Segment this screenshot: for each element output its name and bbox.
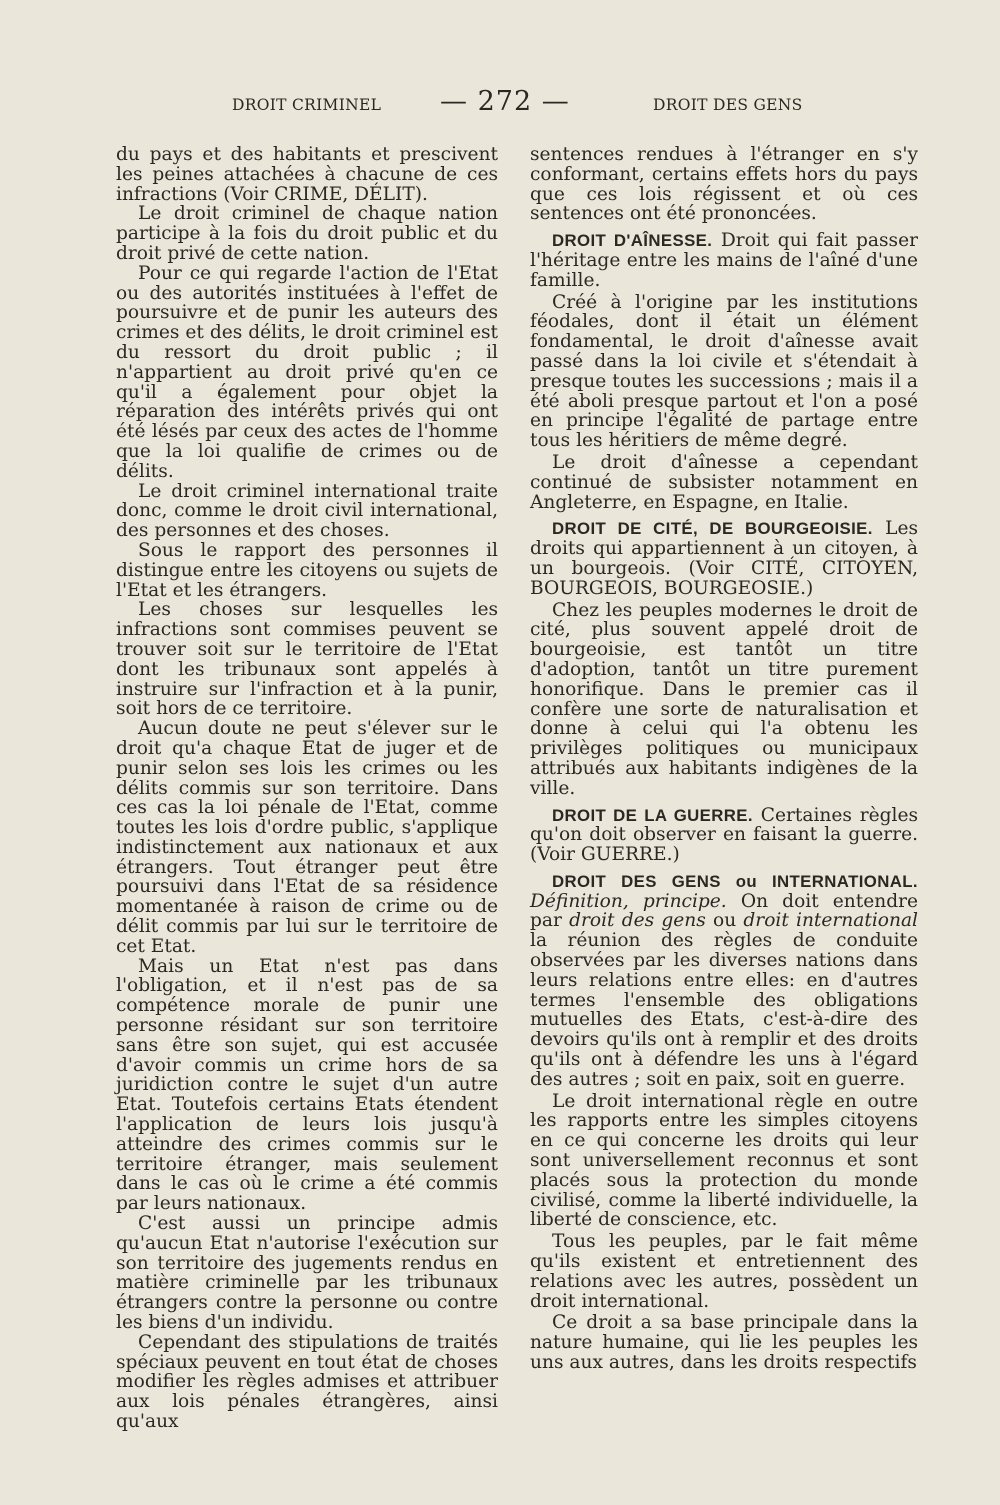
paragraph: Sous le rapport des personnes il distingue entre les citoyens ou sujets de l'Etat et les étrangers. xyxy=(116,539,498,601)
paragraph: Le droit criminel international traite donc, comme le droit civil international, des personnes et des choses. xyxy=(116,480,498,542)
paragraph: Ce droit a sa base principale dans la nature humaine, qui lie les peuples les uns aux autres, dans les droits respectifs xyxy=(530,1312,918,1374)
entry-droit-d-ainesse xyxy=(530,231,918,290)
paragraph: Chez les peuples modernes le droit de cité, plus souvent appelé droit de bourgeoisie, est tantôt un titre d'adoption, tantôt un titre purement honorifique. Dans le premier cas il confère une sorte de naturalisation et donne à celui qui l'a obtenu les privilèges politiques ou municipaux attribués aux habitants indigènes de la ville. xyxy=(530,599,918,799)
paragraph: Mais un Etat n'est pas dans l'obligation, et il n'est pas de sa compétence morale de punir une personne résidant sur son territoire sans être son sujet, qui est accusée d'avoir commis un crime hors de sa juridiction contre le sujet d'un autre Etat. Toutefois certains Etats étendent l'application de leurs lois jusqu'à atteindre des crimes commis sur le territoire étranger, mais seulement dans le cas où le crime a été commis par leurs nationaux. xyxy=(116,955,498,1215)
header-right-title: DROIT DES GENS xyxy=(653,96,803,114)
entry-definition: Certaines règles qu'on doit observer en faisant la guerre. (Voir GUERRE.) xyxy=(530,804,918,866)
entry-definition: Les droits qui appartiennent à un citoyen, à un bourgeois. (Voir CITÉ, CITOYEN, BOURGEOIS, BOURGEOSIE.) xyxy=(530,518,918,599)
paragraph: Le droit d'aînesse a cependant continué de subsister notamment en Angleterre, en Espagne, en Italie. xyxy=(530,451,918,513)
entry-text: ou xyxy=(713,910,737,932)
paragraph: Les choses sur lesquelles les infractions sont commises peuvent se trouver soit sur le territoire de l'Etat dont les tribunaux sont appelés à instruire sur l'infraction et à la punir, soit hors de ce territoire. xyxy=(116,599,498,720)
entry-text: la réunion des règles de conduite observées par les diverses nations dans leurs relations entre elles: en d'autres termes l'ensemble des obligations mutuelles des Etats, c'est-à-dire des devoirs qu'ils ont à remplir et des droits qu'ils ont à défendre les uns à l'égard des autres ; soit en paix, soit en guerre. xyxy=(530,930,918,1090)
left-column xyxy=(116,145,498,1432)
paragraph: Aucun doute ne peut s'élever sur le droit qu'a chaque Etat de juger et de punir selon ses lois les crimes ou les délits commis sur son territoire. Dans ces cas la loi pénale de l'Etat, comme toutes les lois d'ordre public, s'applique indistinctement aux nationaux et aux étrangers. Tout étranger peut être poursuivi dans l'Etat de sa résidence momentanée à raison de crime ou de délit commis par lui sur le territoire de cet Etat. xyxy=(116,718,498,957)
entry-text: On doit entendre par xyxy=(530,890,918,932)
paragraph: Cependant des stipulations de traités spéciaux peuvent en tout état de choses modifier les règles admises et attribuer aux lois pénales étrangères, ainsi qu'aux xyxy=(116,1331,498,1432)
entry-definition: Droit qui fait passer l'héritage entre les mains de l'aîné d'une famille. xyxy=(530,230,918,291)
running-header xyxy=(0,86,1000,126)
italic-term: droit des gens xyxy=(569,910,706,932)
paragraph: Créé à l'origine par les institutions féodales, dont il était un élément fondamental, le droit d'aînesse avait passé dans la loi civile et s'étendait à presque toutes les successions ; mais il a été aboli presque partout et l'on a posé en principe l'égalité de partage entre tous les héritiers de même degré. xyxy=(530,291,918,452)
paragraph: sentences rendues à l'étranger en s'y conformant, certains effets hors du pays que ces lois régissent et où ces sentences ont été prononcées. xyxy=(530,144,918,225)
entry-headword: DROIT DE CITÉ, DE BOURGEOISIE. xyxy=(552,519,873,539)
paragraph: Le droit international règle en outre les rapports entre les simples citoyens en ce qui concerne les droits qui leur sont universellement reconnus et sont placés sous la protection du monde civilisé, comme la liberté individuelle, la liberté de conscience, etc. xyxy=(530,1090,918,1231)
entry-droit-de-la-guerre xyxy=(530,806,918,865)
paragraph: Tous les peuples, par le fait même qu'ils existent et entretiennent des relations avec les autres, possèdent un droit international. xyxy=(530,1231,918,1312)
paragraph: Le droit criminel de chaque nation participe à la fois du droit public et du droit privé de cette nation. xyxy=(116,203,498,264)
header-left-title: DROIT CRIMINEL xyxy=(232,96,382,114)
entry-headword: DROIT DE LA GUERRE. xyxy=(552,805,753,825)
entry-headword: DROIT D'AÎNESSE. xyxy=(552,231,713,251)
entry-headword: DROIT DES GENS ou INTERNATIONAL. xyxy=(552,871,918,891)
page-number: — 272 — xyxy=(440,86,570,117)
entry-droit-des-gens xyxy=(530,872,918,1090)
entry-droit-de-cite xyxy=(530,519,918,598)
paragraph: C'est aussi un principe admis qu'aucun Etat n'autorise l'exécution sur son territoire des jugements rendus en matière criminelle par les tribunaux étrangers contre la personne ou contre les biens d'un individu. xyxy=(116,1213,498,1334)
paragraph: du pays et des habitants et prescivent les peines attachées à chacune de ces infractions (Voir CRIME, DÉLIT). xyxy=(116,144,498,205)
entry-subhead: Définition, principe. xyxy=(530,890,727,912)
right-column xyxy=(530,145,918,1373)
paragraph: Pour ce qui regarde l'action de l'Etat ou des autorités instituées à l'effet de poursuivre et de punir les auteurs des crimes et des délits, le droit criminel est du ressort du droit public ; il n'appartient au droit privé qu'en ce qu'il a également pour objet la réparation des intérêts privés qui ont été lésés par ceux des actes de l'homme que la loi qualifie de crimes ou de délits. xyxy=(116,262,498,482)
italic-term: droit international xyxy=(743,910,918,932)
